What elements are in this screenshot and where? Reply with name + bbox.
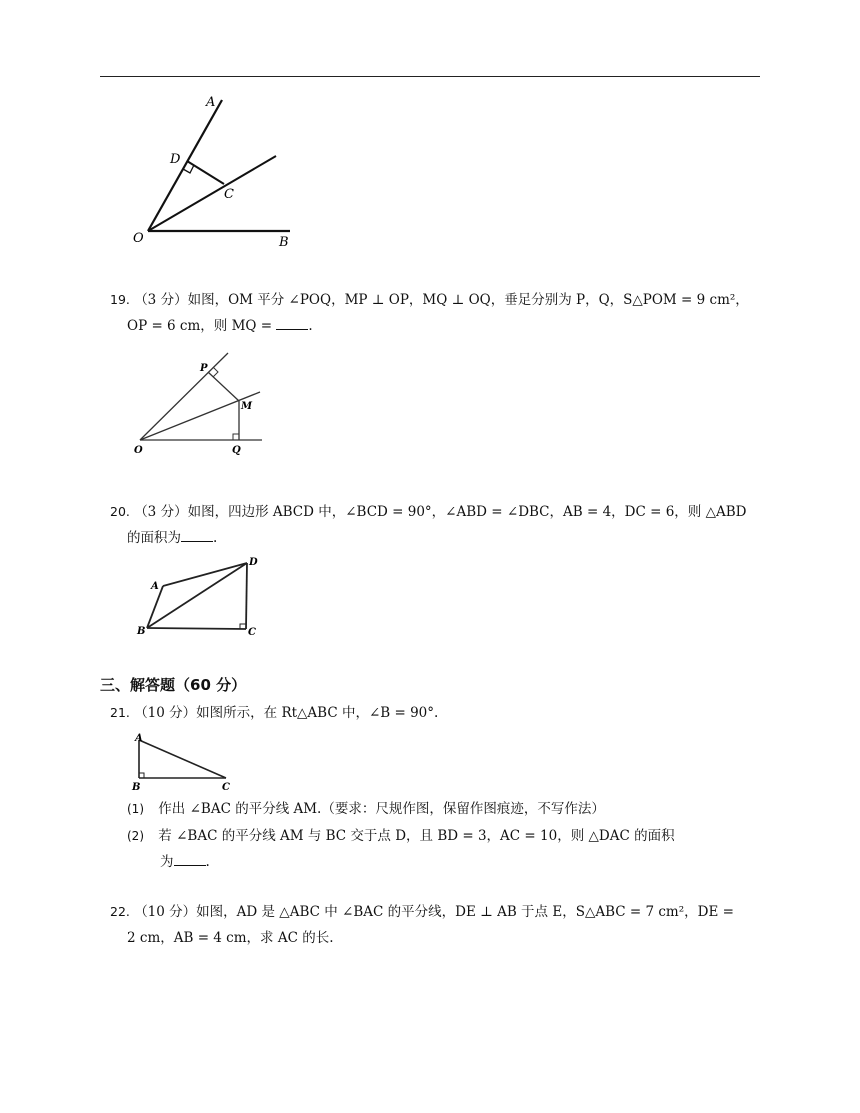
label-d: D <box>249 557 258 568</box>
right-angle-mark-q <box>233 434 239 440</box>
q20-line1 <box>110 502 746 522</box>
ray-oa <box>148 100 222 231</box>
label-c: C <box>248 627 256 638</box>
q21-line1 <box>110 703 438 723</box>
ray-oc <box>148 156 276 231</box>
q21-sub2 <box>127 826 675 846</box>
q21-number: 21. <box>110 705 130 720</box>
q21-sub2-text2: 为 <box>160 854 174 870</box>
label-q: Q <box>232 445 241 456</box>
q21-answer-blank <box>174 852 206 866</box>
section-heading: 三、解答题（60 分） <box>100 676 247 694</box>
q22-number: 22. <box>110 904 130 919</box>
q20-text2-end: . <box>213 530 218 546</box>
q19-figure <box>130 345 270 460</box>
q21-sub1-number: (1) <box>127 802 144 816</box>
q20-number: 20. <box>110 504 130 519</box>
side-dc <box>246 563 247 629</box>
q20-text2: 的面积为 <box>127 530 181 546</box>
q21-figure <box>128 728 238 794</box>
side-bc <box>147 628 246 629</box>
q20-line2 <box>127 528 217 548</box>
ray-om <box>140 392 260 440</box>
label-p: P <box>200 363 208 374</box>
q21-text1: （10 分）如图所示，在 Rt△ABC 中，∠B = 90°. <box>134 705 439 721</box>
label-o: O <box>134 445 143 456</box>
q19-line2 <box>127 316 313 336</box>
q22-text2: 2 cm，AB = 4 cm，求 AC 的长. <box>127 930 334 946</box>
right-angle-mark-p <box>213 367 218 377</box>
q22-text1: （10 分）如图，AD 是 △ABC 中 ∠BAC 的平分线，DE ⊥ AB 于点 E，S△ABC = 7 cm²，DE = <box>134 904 734 920</box>
q19-answer-blank <box>276 316 308 330</box>
q21-sub2-text: 若 ∠BAC 的平分线 AM 与 BC 交于点 D，且 BD = 3，AC = 10，则 △DAC 的面积 <box>158 828 675 844</box>
diagonal-bd <box>147 563 247 628</box>
q20-figure <box>133 552 268 642</box>
q21-sub2-number: (2) <box>127 829 144 843</box>
q21-sub1 <box>127 799 605 819</box>
q19-number: 19. <box>110 292 130 307</box>
q21-sub1-text: 作出 ∠BAC 的平分线 AM.（要求：尺规作图，保留作图痕迹，不写作法） <box>158 801 605 817</box>
q19-line1 <box>110 290 749 310</box>
q19-text2: OP = 6 cm，则 MQ = <box>127 318 277 334</box>
label-b: B <box>279 235 289 250</box>
q22-line1 <box>110 902 734 922</box>
q22-line2 <box>127 928 334 948</box>
q20-text1: （3 分）如图，四边形 ABCD 中，∠BCD = 90°，∠ABD = ∠DBC，AB = 4，DC = 6，则 △ABD <box>134 504 747 520</box>
label-d: D <box>170 152 181 167</box>
q19-text1: （3 分）如图，OM 平分 ∠POQ，MP ⊥ OP，MQ ⊥ OQ，垂足分别为 P，Q，S△POM = 9 cm²， <box>134 292 749 308</box>
segment-dc <box>187 161 224 184</box>
side-ac <box>139 740 226 778</box>
q18-figure <box>120 88 320 258</box>
label-c: C <box>224 187 234 202</box>
segment-pm <box>208 372 239 401</box>
label-a: A <box>135 733 143 744</box>
side-ab <box>147 586 163 628</box>
label-a: A <box>206 95 216 110</box>
label-c: C <box>222 782 230 793</box>
label-a: A <box>151 581 159 592</box>
ray-op <box>140 353 228 440</box>
q21-sub2-line2 <box>160 852 210 872</box>
label-b: B <box>137 626 146 637</box>
q20-answer-blank <box>181 528 213 542</box>
header-rule <box>100 76 760 77</box>
label-o: O <box>133 231 144 246</box>
side-ad <box>163 563 247 586</box>
label-b: B <box>132 782 141 793</box>
label-m: M <box>241 401 253 412</box>
q19-text2-end: . <box>308 318 313 334</box>
q21-sub2-end: . <box>205 854 210 870</box>
